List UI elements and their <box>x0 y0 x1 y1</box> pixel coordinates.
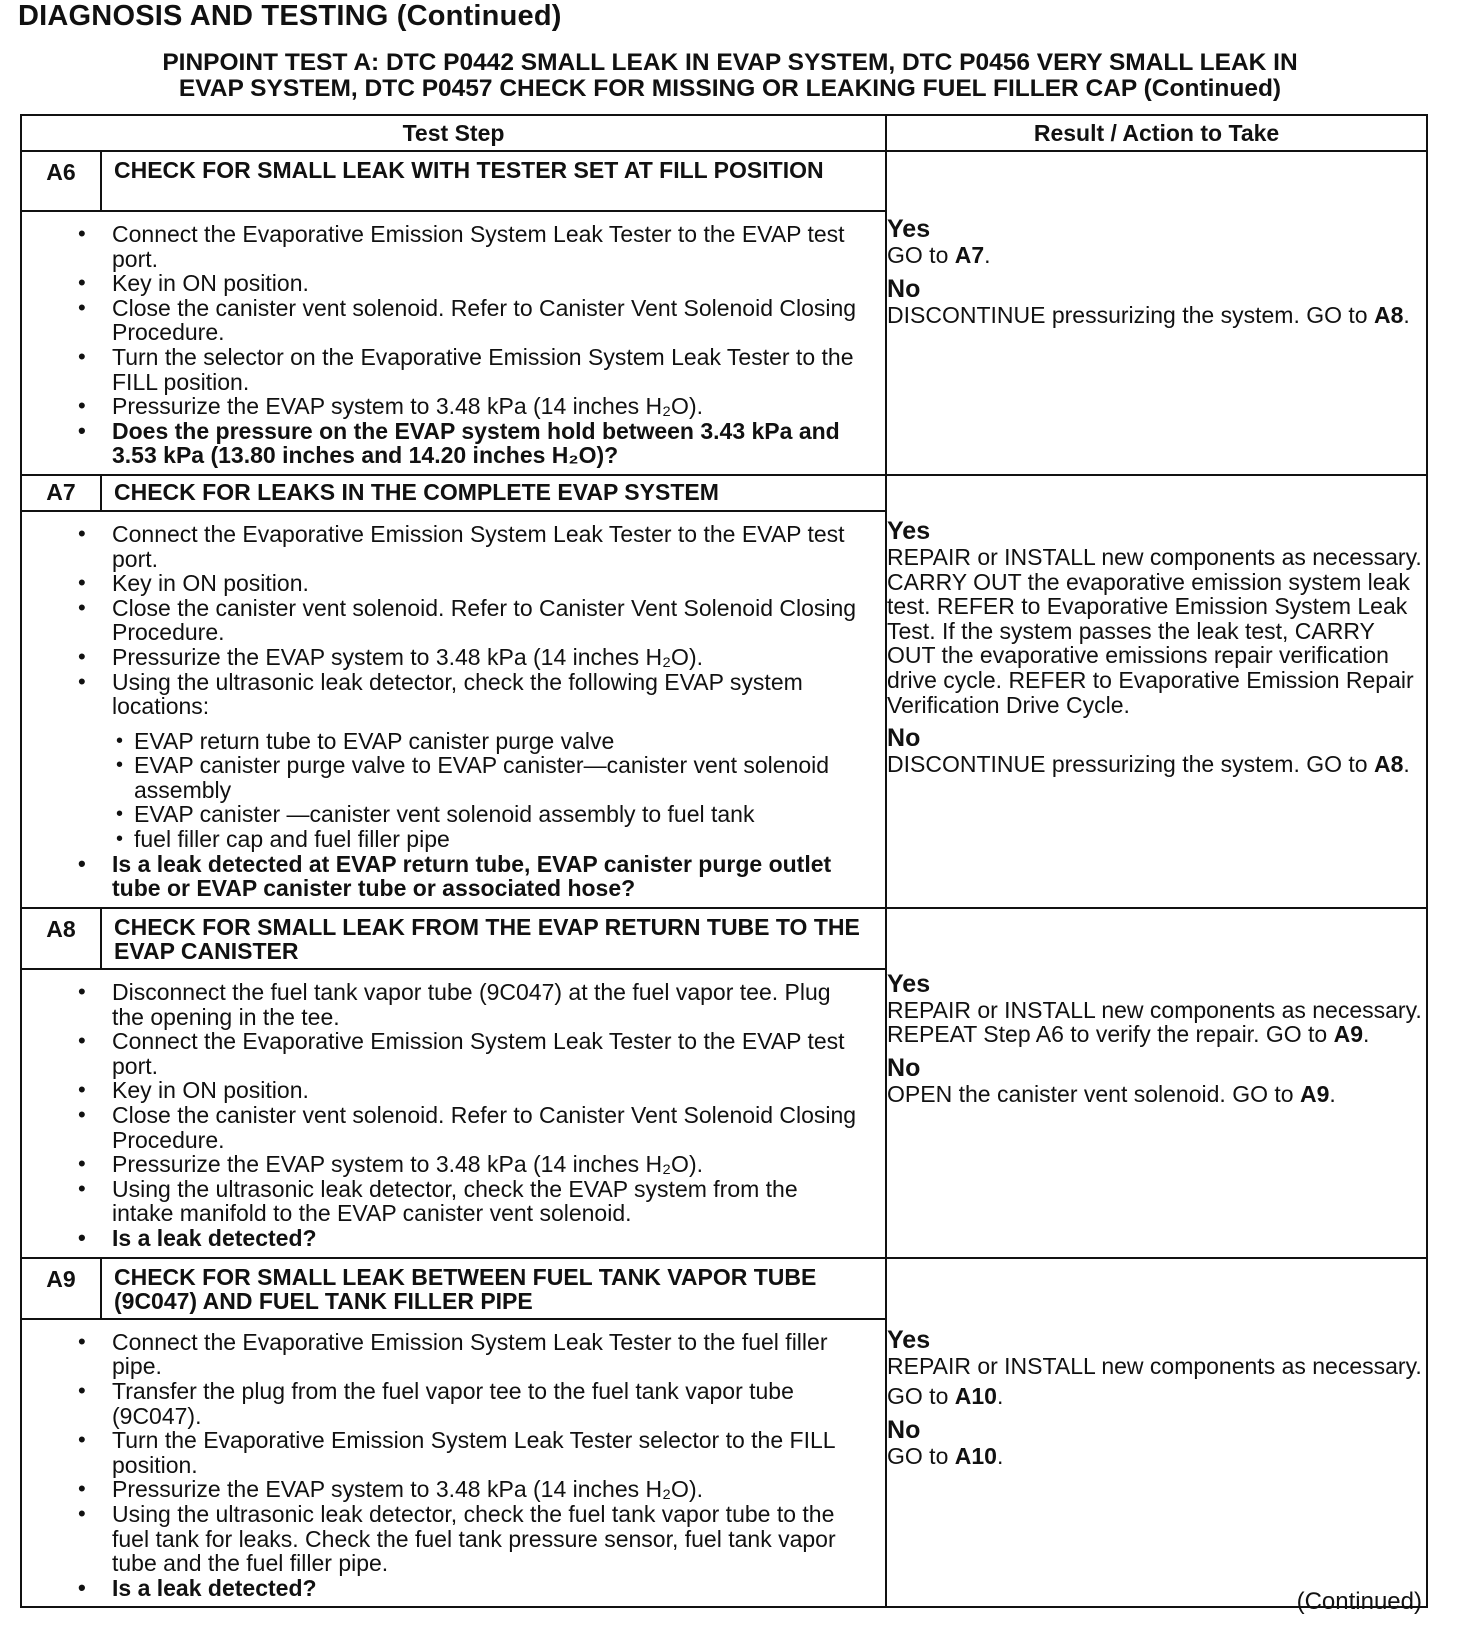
step-body <box>21 211 886 475</box>
list-item: • Turn the Evaporative Emission System Leak Tester selector to the FILL position. <box>112 1428 865 1477</box>
yes-action: REPAIR or INSTALL new components as necessary. CARRY OUT the evaporative emission system leak test. REFER to Evaporative Emission System Leak Test. If the system passes the leak test, CARRY OUT the evaporative emissions repair verification drive cycle. REFER to Evaporative Emission Repair Verification Drive Cycle. <box>887 543 1422 718</box>
list-item: • Using the ultrasonic leak detector, check the EVAP system from the intake manifold to the EVAP canister vent solenoid. <box>112 1177 865 1226</box>
page-title: DIAGNOSIS AND TESTING (Continued) <box>18 0 562 32</box>
list-item: • Key in ON position. <box>112 1078 865 1103</box>
step-heading: CHECK FOR SMALL LEAK FROM THE EVAP RETURN TUBE TO THE EVAP CANISTER <box>101 908 886 969</box>
yes-action: REPAIR or INSTALL new components as necessary. <box>887 1352 1422 1379</box>
step-question: • Does the pressure on the EVAP system hold between 3.43 kPa and 3.53 kPa (13.80 inches and 14.20 inches H₂O)? <box>112 419 865 468</box>
list-item: • Pressurize the EVAP system to 3.48 kPa (14 inches H₂O). <box>112 394 865 419</box>
list-item: • Close the canister vent solenoid. Refer to Canister Vent Solenoid Closing Procedure. <box>112 1103 865 1152</box>
step-heading: CHECK FOR SMALL LEAK WITH TESTER SET AT FILL POSITION <box>101 151 886 211</box>
continued-note: (Continued) <box>1296 1588 1422 1615</box>
list-item: • Pressurize the EVAP system to 3.48 kPa (14 inches H₂O). <box>112 645 865 670</box>
no-action: GO to A10. <box>887 1442 1004 1469</box>
step-heading: CHECK FOR SMALL LEAK BETWEEN FUEL TANK VAPOR TUBE (9C047) AND FUEL TANK FILLER PIPE <box>101 1258 886 1319</box>
step-a9-heading-row <box>21 1258 1427 1319</box>
yes-label: Yes <box>887 516 931 545</box>
list-item: • Using the ultrasonic leak detector, check the fuel tank vapor tube to the fuel tank for leaks. Check the fuel tank pressure sensor, fuel tank vapor tube and the fuel filler pipe. <box>112 1502 865 1576</box>
list-item: • Key in ON position. <box>112 571 865 596</box>
step-body <box>21 969 886 1258</box>
yes-action: GO to A7. <box>887 242 991 268</box>
step-a9-result <box>886 1258 1427 1608</box>
list-item: • Turn the selector on the Evaporative Emission System Leak Tester to the FILL position. <box>112 345 865 394</box>
step-body <box>21 511 886 908</box>
step-question: • Is a leak detected? <box>112 1226 865 1251</box>
no-action: DISCONTINUE pressurizing the system. GO to A8. <box>887 751 1410 778</box>
step-a7-heading-row <box>21 475 1427 511</box>
header-test-step: Test Step <box>21 115 886 151</box>
yes-label: Yes <box>887 969 931 998</box>
sub-list-item: • EVAP return tube to EVAP canister purge valve <box>134 729 865 754</box>
sub-list-item: • fuel filler cap and fuel filler pipe <box>134 827 865 852</box>
step-a8-heading-row <box>21 908 1427 969</box>
no-label: No <box>887 274 921 303</box>
no-label: No <box>887 724 921 753</box>
list-item: • Disconnect the fuel tank vapor tube (9C047) at the fuel vapor tee. Plug the opening in the tee. <box>112 980 865 1029</box>
list-item: • Connect the Evaporative Emission System Leak Tester to the EVAP test port. <box>112 1029 865 1078</box>
yes-goto: GO to A10. <box>887 1383 1004 1410</box>
list-item: • Connect the Evaporative Emission System Leak Tester to the EVAP test port. <box>112 222 865 271</box>
list-item: • Pressurize the EVAP system to 3.48 kPa (14 inches H₂O). <box>112 1477 865 1502</box>
sub-list-item: • EVAP canister purge valve to EVAP canister—canister vent solenoid assembly <box>134 753 865 802</box>
step-id: A6 <box>21 151 101 211</box>
pinpoint-test-title <box>20 50 1440 102</box>
list-item: • Using the ultrasonic leak detector, check the following EVAP system locations: • EVAP return tube to EVAP canister purge valve • EVAP canister purge valve to EVAP canister—canister vent solenoid assembly • EVAP canister —canister vent solenoid assembly to fuel tank • fuel filler cap and fuel filler pipe <box>112 670 865 852</box>
step-body <box>21 1319 886 1608</box>
list-item: • Transfer the plug from the fuel vapor tee to the fuel tank vapor tube (9C047). <box>112 1379 865 1428</box>
no-action: DISCONTINUE pressurizing the system. GO to A8. <box>887 301 1410 328</box>
yes-action: REPAIR or INSTALL new components as necessary. REPEAT Step A6 to verify the repair. GO to A9. <box>887 996 1422 1048</box>
no-action: OPEN the canister vent solenoid. GO to A9. <box>887 1081 1336 1108</box>
yes-label: Yes <box>887 1325 931 1354</box>
step-a6-result <box>886 151 1427 475</box>
yes-label: Yes <box>887 215 931 243</box>
step-heading: CHECK FOR LEAKS IN THE COMPLETE EVAP SYSTEM <box>101 475 886 511</box>
table-header-row <box>21 115 1427 151</box>
step-a7-result <box>886 475 1427 908</box>
sub-list-item: • EVAP canister —canister vent solenoid assembly to fuel tank <box>134 802 865 827</box>
subtitle-line-2: EVAP SYSTEM, DTC P0457 CHECK FOR MISSING OR LEAKING FUEL FILLER CAP (Continued) <box>178 75 1282 102</box>
step-question: • Is a leak detected? <box>112 1576 865 1601</box>
list-item: • Connect the Evaporative Emission System Leak Tester to the EVAP test port. <box>112 522 865 571</box>
step-id: A8 <box>21 908 101 969</box>
list-item: • Connect the Evaporative Emission System Leak Tester to the fuel filler pipe. <box>112 1330 865 1379</box>
subtitle-line-1: PINPOINT TEST A: DTC P0442 SMALL LEAK IN EVAP SYSTEM, DTC P0456 VERY SMALL LEAK IN <box>162 49 1298 76</box>
step-id: A9 <box>21 1258 101 1319</box>
step-question: • Is a leak detected at EVAP return tube, EVAP canister purge outlet tube or EVAP canister tube or associated hose? <box>112 852 865 901</box>
no-label: No <box>887 1415 921 1444</box>
header-result: Result / Action to Take <box>886 115 1427 151</box>
list-item: • Close the canister vent solenoid. Refer to Canister Vent Solenoid Closing Procedure. <box>112 296 865 345</box>
list-item: • Close the canister vent solenoid. Refer to Canister Vent Solenoid Closing Procedure. <box>112 596 865 645</box>
step-id: A7 <box>21 475 101 511</box>
list-item: • Key in ON position. <box>112 271 865 296</box>
step-a8-result <box>886 908 1427 1258</box>
list-item: • Pressurize the EVAP system to 3.48 kPa (14 inches H₂O). <box>112 1152 865 1177</box>
step-a6-heading-row <box>21 151 1427 211</box>
no-label: No <box>887 1054 921 1083</box>
pinpoint-test-table <box>20 114 1428 1608</box>
